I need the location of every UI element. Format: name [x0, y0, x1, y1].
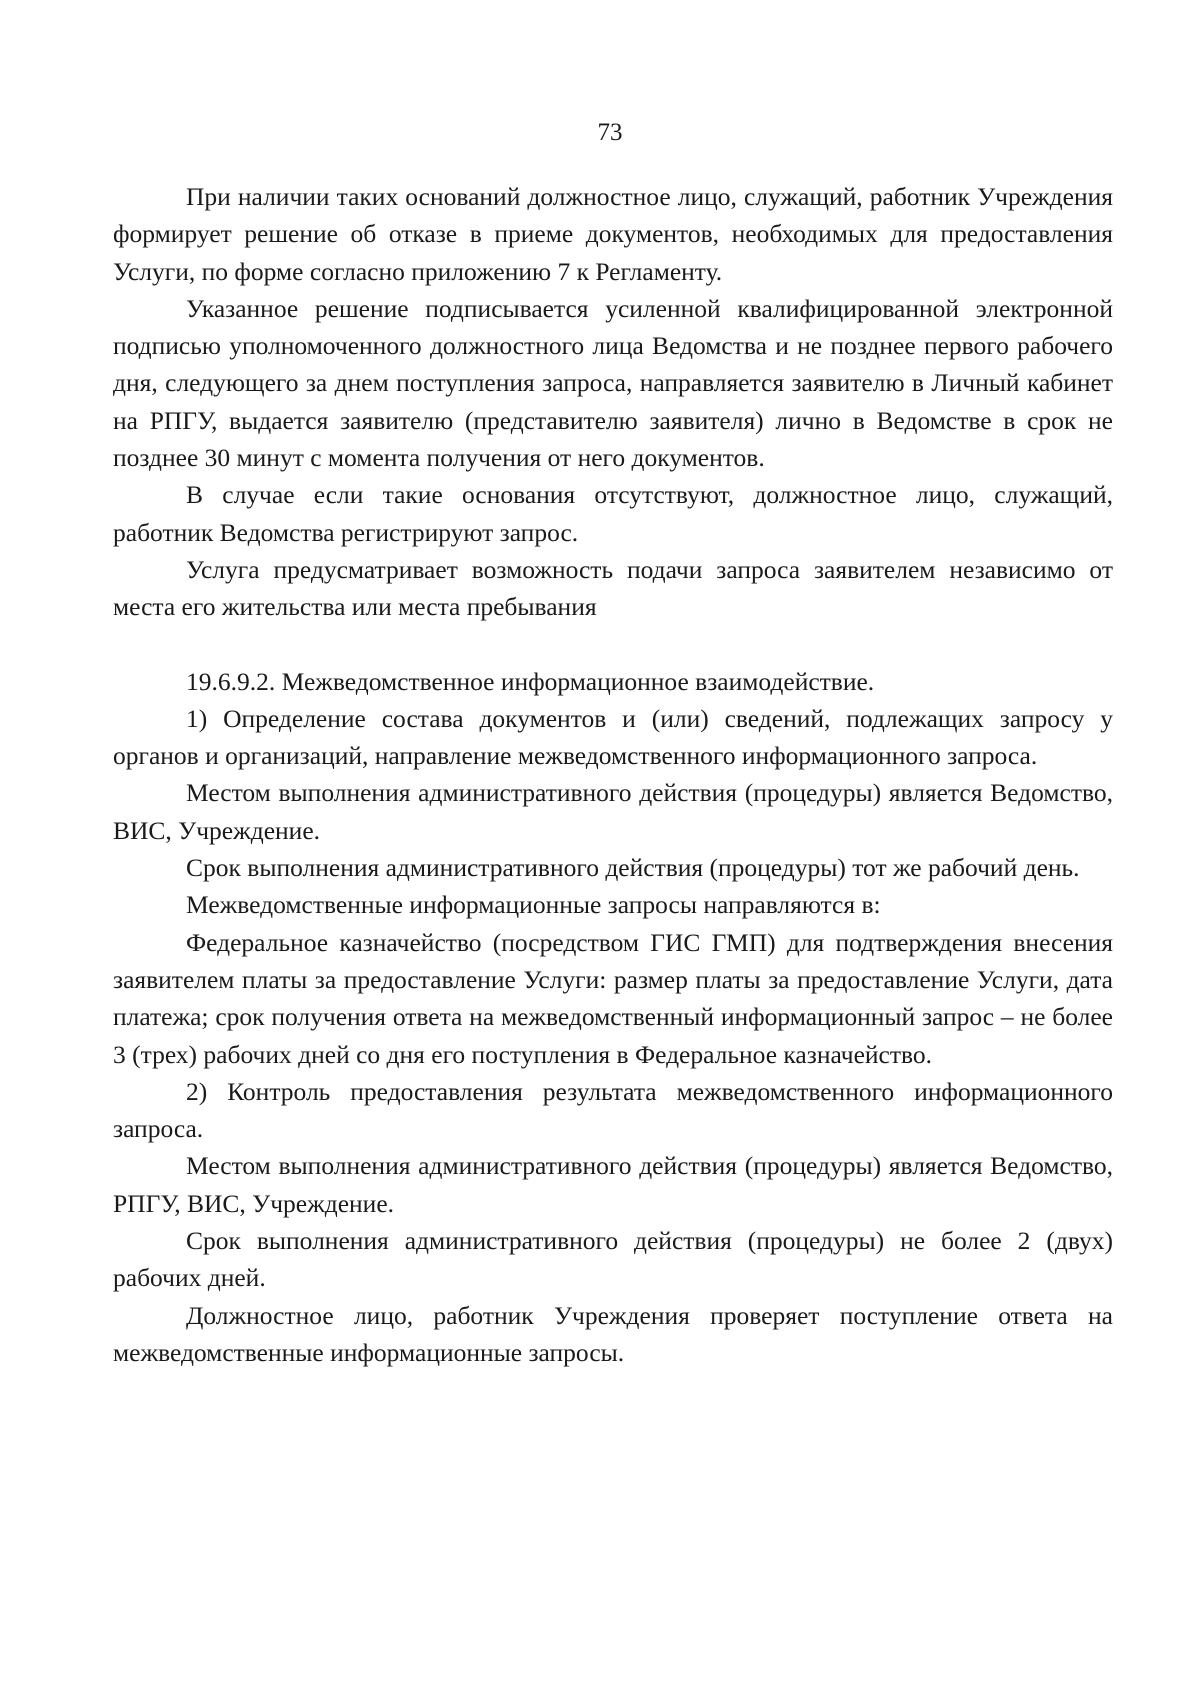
- page-number: 73: [597, 119, 623, 146]
- paragraph-response-check: Должностное лицо, работник Учреждения проверяет поступление ответа на межведомственные информационные запросы.: [113, 1300, 1113, 1367]
- paragraph-gap: [113, 626, 1113, 663]
- paragraph-request-registration: В случае если такие основания отсутствуют, должностное лицо, служащий, работник Ведомства регистрируют запрос.: [113, 480, 1113, 547]
- paragraph-federal-treasury: Федеральное казначейство (посредством ГИС ГМП) для подтверждения внесения заявителем платы за предоставление Услуги: размер платы за предоставление Услуги, дата платежа; срок получения ответа на межведомственный информационный запрос – не более 3 (трех) рабочих дней со дня его поступления в Федеральное казначейство.: [113, 927, 1113, 1069]
- paragraph-step-2: 2) Контроль предоставления результата межведомственного информационного запроса.: [113, 1076, 1113, 1144]
- document-body: [113, 178, 1113, 1371]
- paragraph-decision-signing: Указанное решение подписывается усиленной квалифицированной электронной подписью уполномоченного должностного лица Ведомства и не позднее первого рабочего дня, следующего за днем поступления запроса, направляется заявителю в Личный кабинет на РПГУ, выдается заявителю (представителю заявителя) лично в Ведомстве в срок не позднее 30 минут с момента получения от него документов.: [113, 293, 1113, 473]
- paragraph-place-of-execution-1: Местом выполнения административного действия (процедуры) является Ведомство, ВИС, Учреждение.: [113, 778, 1113, 845]
- paragraph-step-1: 1) Определение состава документов и (или) сведений, подлежащих запросу у органов и организаций, направление межведомственного информационного запроса.: [113, 703, 1113, 771]
- paragraph-service-availability: Услуга предусматривает возможность подачи запроса заявителем независимо от места его жительства или места пребывания: [113, 554, 1113, 622]
- paragraph-refusal-decision: При наличии таких оснований должностное лицо, служащий, работник Учреждения формирует решение об отказе в приеме документов, необходимых для предоставления Услуги, по форме согласно приложению 7 к Регламенту.: [113, 182, 1113, 286]
- paragraph-place-of-execution-2: Местом выполнения административного действия (процедуры) является Ведомство, РПГУ, ВИС, Учреждение.: [113, 1151, 1113, 1218]
- paragraph-deadline-2: Срок выполнения административного действия (процедуры) не более 2 (двух) рабочих дней.: [113, 1226, 1113, 1293]
- section-heading-interagency: 19.6.9.2. Межведомственное информационное взаимодействие.: [186, 666, 875, 696]
- paragraph-requests-sent-to: Межведомственные информационные запросы направляются в:: [186, 890, 881, 920]
- paragraph-deadline-1: Срок выполнения административного действия (процедуры) тот же рабочий день.: [186, 853, 1080, 883]
